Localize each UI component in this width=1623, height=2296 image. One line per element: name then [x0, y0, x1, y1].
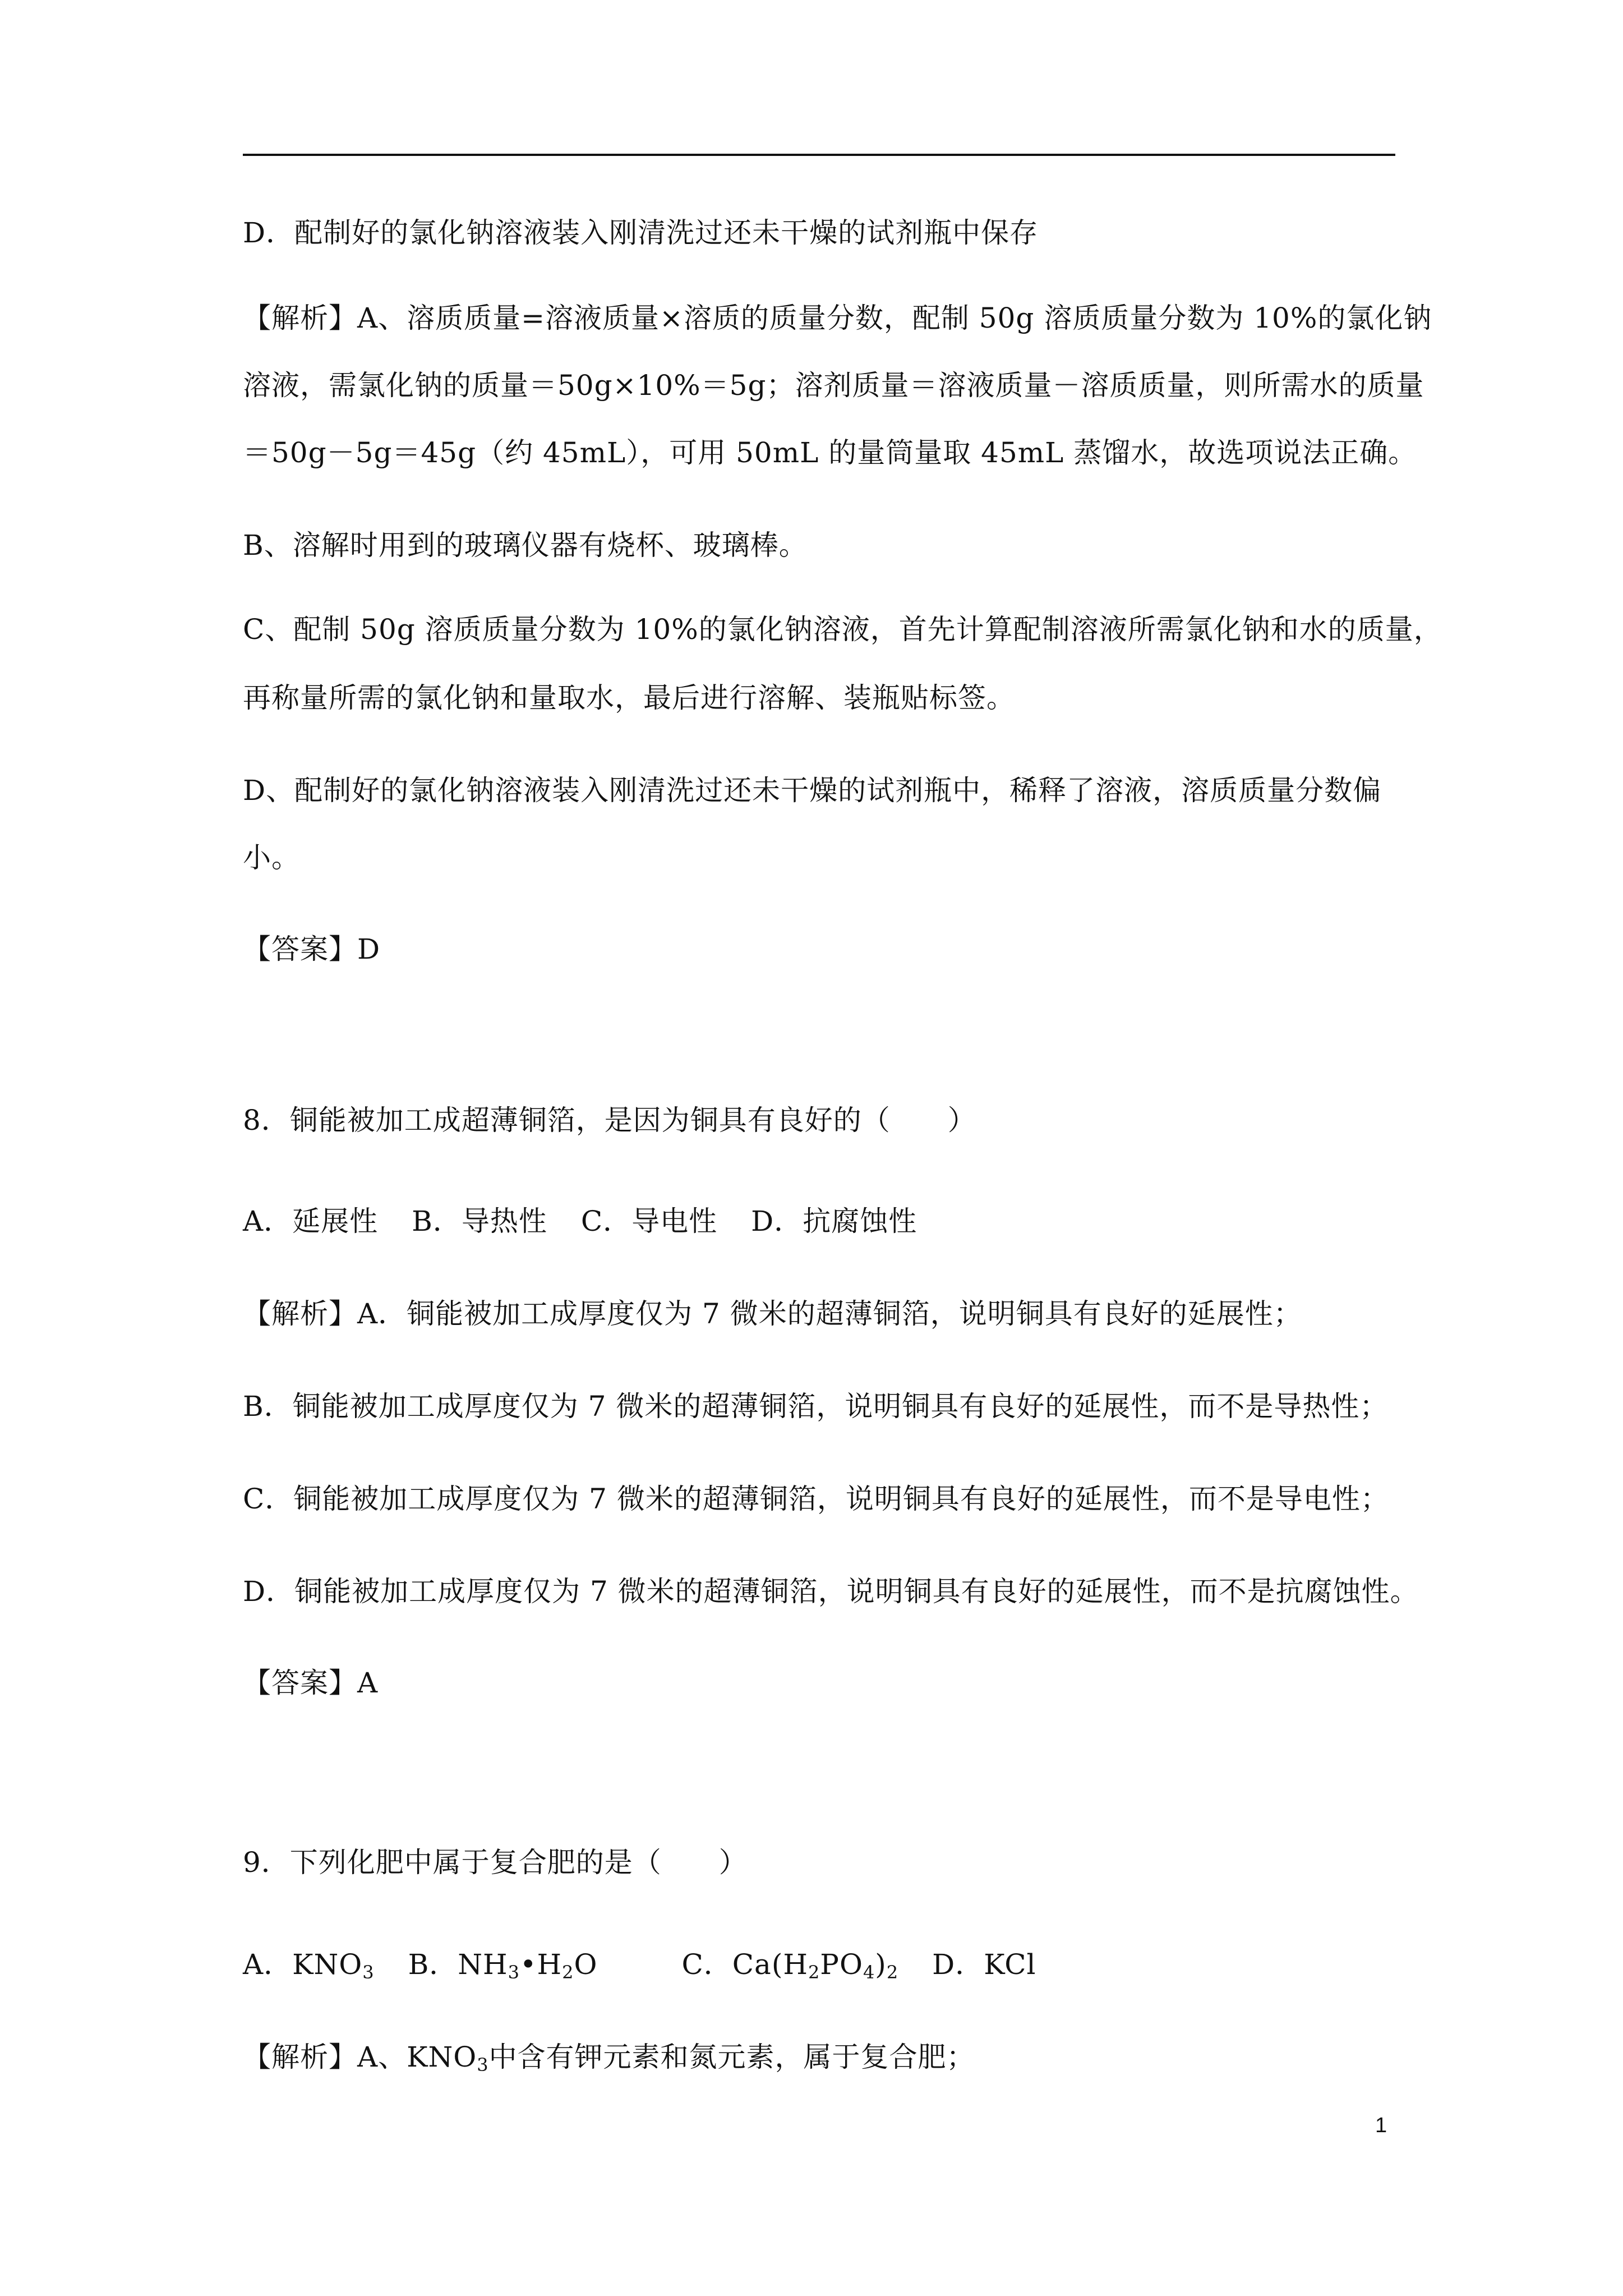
question-9-options	[243, 1947, 1036, 1982]
analysis-c-line-1: C、配制 50g 溶质质量分数为 10%的氯化钠溶液，首先计算配制溶液所需氯化钠和水的质量，	[243, 613, 1442, 646]
q9-option-a: A．$KNO_3$	[243, 1948, 375, 1983]
q9-option-c: C．$Ca(H_2PO_4)_2$	[681, 1948, 899, 1983]
page-number: 1	[1375, 2114, 1387, 2137]
analysis-d-line-1: D、配制好的氯化钠溶液装入刚清洗过还未干燥的试剂瓶中，稀释了溶液，溶质质量分数偏	[243, 774, 1382, 807]
q8-analysis-c: C．铜能被加工成厚度仅为 7 微米的超薄铜箔，说明铜具有良好的延展性，而不是导电性；	[243, 1483, 1389, 1515]
answer-8: 【答案】A	[243, 1667, 379, 1699]
q9-option-d: D．KCl	[932, 1948, 1036, 1981]
q9-option-b: B．$NH_3•H_2O$	[408, 1948, 598, 1983]
q8-analysis-b: B．铜能被加工成厚度仅为 7 微米的超薄铜箔，说明铜具有良好的延展性，而不是导热性；	[243, 1390, 1389, 1423]
q8-analysis-a: 【解析】A．铜能被加工成厚度仅为 7 微米的超薄铜箔，说明铜具有良好的延展性；	[243, 1297, 1302, 1330]
analysis-d-line-2: 小。	[243, 841, 300, 874]
q8-analysis-d: D．铜能被加工成厚度仅为 7 微米的超薄铜箔，说明铜具有良好的延展性，而不是抗腐蚀性。	[243, 1575, 1419, 1608]
option-d-line: D．配制好的氯化钠溶液装入刚清洗过还未干燥的试剂瓶中保存	[243, 217, 1039, 249]
analysis-a-line-3: ＝50g－5g＝45g（约 45mL），可用 50mL 的量筒量取 45mL 蒸馏水，故选项说法正确。	[243, 436, 1417, 469]
q8-option-a: A．延展性	[243, 1205, 379, 1237]
analysis-a-line-1: 【解析】A、溶质质量=溶液质量×溶质的质量分数，配制 50g 溶质质量分数为 10%的氯化钠	[243, 302, 1432, 334]
answer-7: 【答案】D	[243, 933, 381, 965]
q8-option-b: B．导热性	[412, 1205, 547, 1237]
question-8-options	[243, 1203, 917, 1239]
analysis-b-line: B、溶解时用到的玻璃仪器有烧杯、玻璃棒。	[243, 529, 808, 562]
question-9-stem: 9．下列化肥中属于复合肥的是（ ）	[243, 1846, 748, 1879]
analysis-a-line-2: 溶液，需氯化钠的质量＝50g×10%＝5g；溶剂质量＝溶液质量－溶质质量，则所需水的质量	[243, 369, 1424, 402]
q9-analysis-a: 【解析】A、$KNO_3$中含有钾元素和氮元素，属于复合肥；	[243, 2041, 975, 2076]
q8-option-d: D．抗腐蚀性	[751, 1205, 917, 1237]
header-rule	[243, 154, 1395, 156]
question-8-stem: 8．铜能被加工成超薄铜箔，是因为铜具有良好的（ ）	[243, 1104, 976, 1137]
q8-option-c: C．导电性	[580, 1205, 718, 1237]
analysis-c-line-2: 再称量所需的氯化钠和量取水，最后进行溶解、装瓶贴标签。	[243, 682, 1015, 714]
